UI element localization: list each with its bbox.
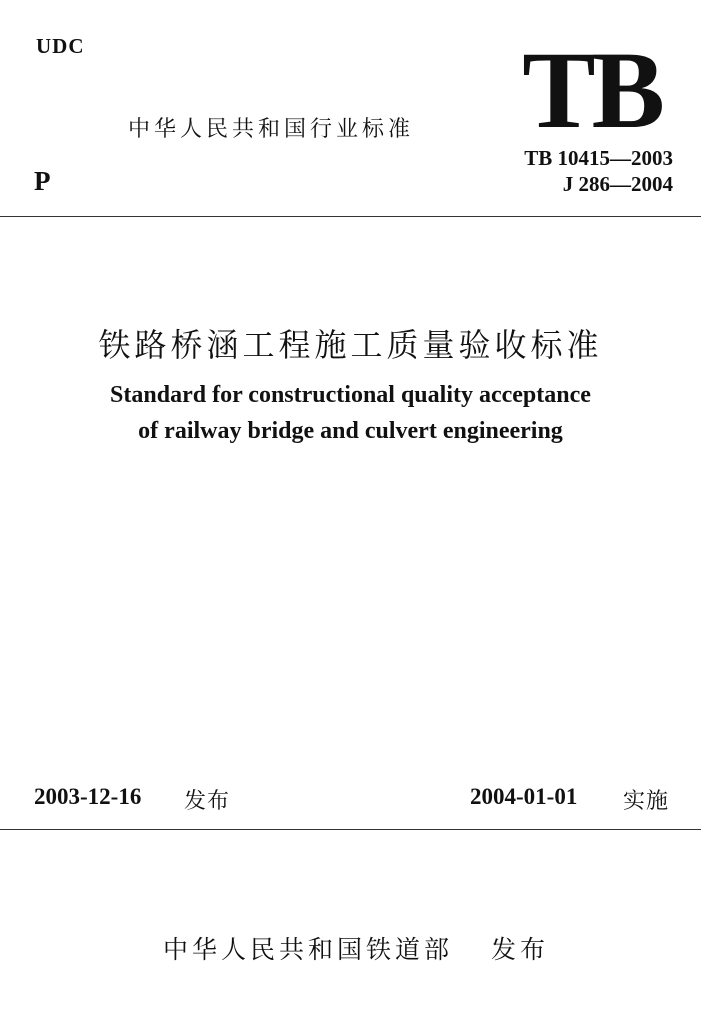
document-title-english-line2: of railway bridge and culvert engineering (138, 418, 563, 444)
document-title-chinese: 铁路桥涵工程施工质量验收标准 (98, 326, 603, 364)
standard-code: TB 10415—2003 (524, 146, 673, 170)
issue-label: 发布 (184, 789, 231, 814)
effective-label: 实施 (623, 789, 670, 814)
publish-label: 发布 (491, 935, 550, 964)
issuing-body: 中华人民共和国行业标准 (128, 117, 415, 142)
effective-date: 2004-01-01 (470, 784, 578, 809)
udc-label: UDC (36, 34, 85, 58)
document-title-english-line1: Standard for constructional quality acceptance (110, 382, 591, 408)
publisher: 中华人民共和国铁道部 (163, 935, 454, 964)
category-label: P (34, 166, 51, 196)
tb-logo: TB (522, 29, 661, 151)
top-divider (0, 216, 701, 217)
issue-date: 2003-12-16 (34, 784, 142, 809)
filing-code: J 286—2004 (562, 172, 673, 196)
bottom-divider (0, 829, 701, 830)
